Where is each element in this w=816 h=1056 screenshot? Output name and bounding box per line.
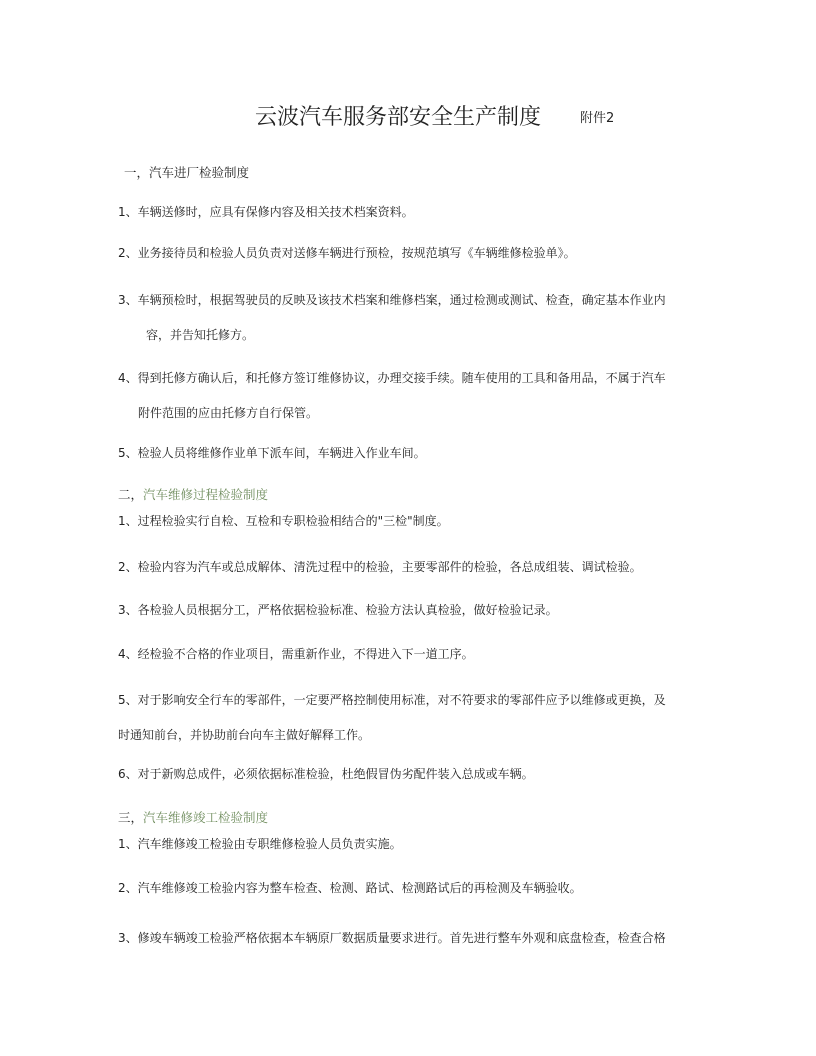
section-title: 汽车维修竣工检验制度 [143,810,269,825]
list-item [118,204,414,220]
item-text: 车辆预检时，根据驾驶员的反映及该技术档案和维修档案，通过检测或测试、检查，确定基本作业内 [137,293,666,307]
item-text: 车辆送修时，应具有保修内容及相关技术档案资料。 [137,205,414,219]
list-item [118,836,402,852]
item-number: 4、 [118,647,138,661]
section-title: 汽车维修过程检验制度 [143,487,269,502]
item-text: 业务接待员和检验人员负责对送修车辆进行预检，按规范填写《车辆维修检验单》。 [137,246,576,260]
section-heading-2 [118,487,268,503]
item-number: 4、 [118,371,138,385]
item-text: 对于影响安全行车的零部件，一定要严格控制使用标准，对不符要求的零部件应予以维修或更换，及 [137,693,666,707]
item-text: 汽车维修竣工检验由专职维修检验人员负责实施。 [137,837,402,851]
list-item [118,880,582,896]
item-number: 1、 [118,205,138,219]
item-text: 修竣车辆竣工检验严格依据本车辆原厂数据质量要求进行。首先进行整车外观和底盘检查，检查合格 [137,931,666,945]
item-text: 各检验人员根据分工，严格依据检验标准、检验方法认真检验，做好检验记录。 [137,603,558,617]
item-text: 得到托修方确认后，和托修方签订维修协议，办理交接手续。随车使用的工具和备用品，不属于汽车 [137,371,666,385]
item-number: 3、 [118,603,138,617]
item-number: 2、 [118,246,138,260]
section-prefix: 二， [118,487,144,502]
list-item [118,692,666,708]
item-text-continued: 时通知前台，并协助前台向车主做好解释工作。 [118,728,371,742]
list-item [118,930,666,946]
item-text: 检验内容为汽车或总成解体、清洗过程中的检验，主要零部件的检验，各总成组装、调试检验。 [137,560,642,574]
list-item [118,766,534,782]
item-number: 6、 [118,767,138,781]
item-number: 5、 [118,446,138,460]
list-item [118,292,666,308]
item-text: 检验人员将维修作业单下派车间，车辆进入作业车间。 [137,446,426,460]
item-text: 经检验不合格的作业项目，需重新作业，不得进入下一道工序。 [137,647,474,661]
item-number: 2、 [118,560,138,574]
list-item [118,559,642,575]
item-number: 3、 [118,293,138,307]
item-number: 3、 [118,931,138,945]
attachment-label: 附件2 [580,111,615,126]
item-text-continued: 容，并告知托修方。 [146,328,255,342]
document-title: 云波汽车服务部安全生产制度 [255,105,542,130]
list-item [118,245,576,261]
item-number: 5、 [118,693,138,707]
list-item [118,646,474,662]
item-text: 对于新购总成件，必须依据标准检验，杜绝假冒伪劣配件装入总成或车辆。 [137,767,534,781]
section-prefix: 一， [124,165,150,180]
section-title: 汽车进厂检验制度 [149,165,250,180]
list-item [118,513,449,529]
list-item [118,602,558,618]
list-item [118,370,666,386]
item-number: 1、 [118,514,138,528]
item-number: 1、 [118,837,138,851]
list-item [118,445,426,461]
item-text: 过程检验实行自检、互检和专职检验相结合的"三检"制度。 [137,514,449,528]
item-text-continued: 附件范围的应由托修方自行保管。 [138,406,319,420]
section-prefix: 三， [118,810,144,825]
item-number: 2、 [118,881,138,895]
item-text: 汽车维修竣工检验内容为整车检查、检测、路试、检测路试后的再检测及车辆验收。 [137,881,582,895]
section-heading-1 [124,165,249,181]
section-heading-3 [118,810,268,826]
